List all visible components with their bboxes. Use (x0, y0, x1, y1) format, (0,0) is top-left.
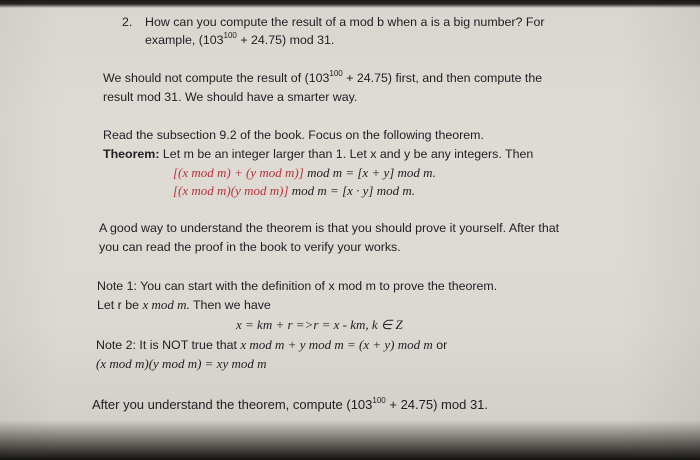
paragraph-1-line-2: result mod 31. We should have a smarter way. (103, 90, 358, 104)
note-1-line-1: Note 1: You can start with the definition of x mod m to prove the theorem. (97, 279, 498, 293)
question-line-1: How can you compute the result of a mod b when a is a big number? For (145, 15, 545, 29)
paragraph-1-line-1: We should not compute the result of $(103^{100} + 24.75)$ first, and then compute the (103, 68, 543, 85)
paragraph-2-line-1: Read the subsection 9.2 of the book. Focus on the following theorem. (103, 128, 484, 142)
theorem-equation-1: [(x mod m) + (y mod m)] mod m = [x + y] mod m. (173, 165, 436, 180)
final-instruction: After you understand the theorem, compute $(103^{100} + 24.75)$ mod 31. (92, 395, 489, 412)
note-1-equation: x = km + r =>r = x - km, k ∈ Z (236, 317, 403, 332)
theorem-statement: Theorem: Let m be an integer larger than 1. Let x and y be any integers. Then (103, 147, 534, 161)
theorem-label: Theorem: (103, 147, 160, 161)
note-1-line-2: Let r be x mod m. Then we have (97, 297, 271, 312)
paragraph-3-line-1: A good way to understand the theorem is that you should prove it yourself. After that (99, 221, 560, 235)
theorem-equation-2: [(x mod m)(y mod m)] mod m = [x · y] mod m. (173, 183, 416, 198)
question-line-2: example, $(103^{100} + 24.75)$ mod 31. (145, 30, 335, 47)
paragraph-3-line-2: you can read the proof in the book to verify your works. (99, 240, 401, 254)
note-2-line-1: Note 2: It is NOT true that x mod m + y mod m = (x + y) mod m or (96, 337, 448, 352)
question-number: 2. (122, 15, 133, 29)
note-2-line-2: (x mod m)(y mod m) = xy mod m (96, 356, 267, 371)
